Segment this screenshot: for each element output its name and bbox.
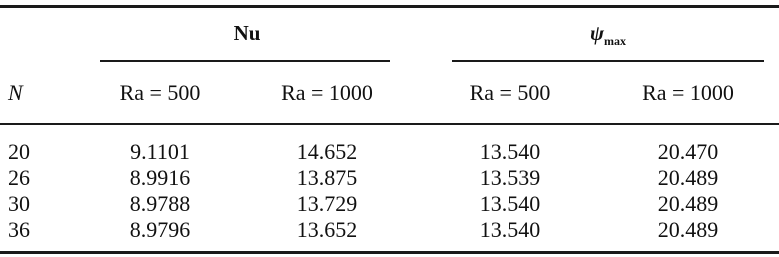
table-cell: 14.652 — [296, 139, 358, 164]
row-n: 26 — [8, 165, 30, 190]
row-n: 36 — [8, 217, 30, 242]
row-n: 20 — [8, 139, 30, 164]
col-header-psi-ra500: Ra = 500 — [469, 80, 551, 105]
table-cell: 20.470 — [657, 139, 719, 164]
bottom-rule — [0, 251, 779, 254]
table-cell: 20.489 — [657, 165, 719, 190]
psi-max-group-header: $\psi_{max}$ — [589, 21, 627, 48]
row-header-n: N — [8, 80, 23, 105]
table-cell: 8.9796 — [129, 217, 191, 242]
table-cell: 13.539 — [479, 165, 541, 190]
nu-group-rule — [100, 60, 390, 62]
table-cell: 9.1101 — [130, 139, 190, 164]
table-cell: 13.540 — [479, 191, 541, 216]
header-rule — [0, 123, 779, 125]
nu-group-header: Nu — [233, 21, 261, 45]
table-cell: 13.540 — [479, 139, 541, 164]
col-header-nu-ra500: Ra = 500 — [119, 80, 201, 105]
table-cell: 8.9788 — [129, 191, 191, 216]
table-cell: 20.489 — [657, 191, 719, 216]
top-rule — [0, 5, 779, 8]
table-cell: 20.489 — [657, 217, 719, 242]
table-cell: 13.540 — [479, 217, 541, 242]
table-cell: 8.9916 — [129, 165, 191, 190]
psi-group-rule — [452, 60, 764, 62]
table-cell: 13.729 — [296, 191, 358, 216]
table-cell: 13.652 — [296, 217, 358, 242]
col-header-nu-ra1000: Ra = 1000 — [281, 80, 373, 105]
col-header-psi-ra1000: Ra = 1000 — [642, 80, 734, 105]
table-cell: 13.875 — [296, 165, 358, 190]
row-n: 30 — [8, 191, 30, 216]
